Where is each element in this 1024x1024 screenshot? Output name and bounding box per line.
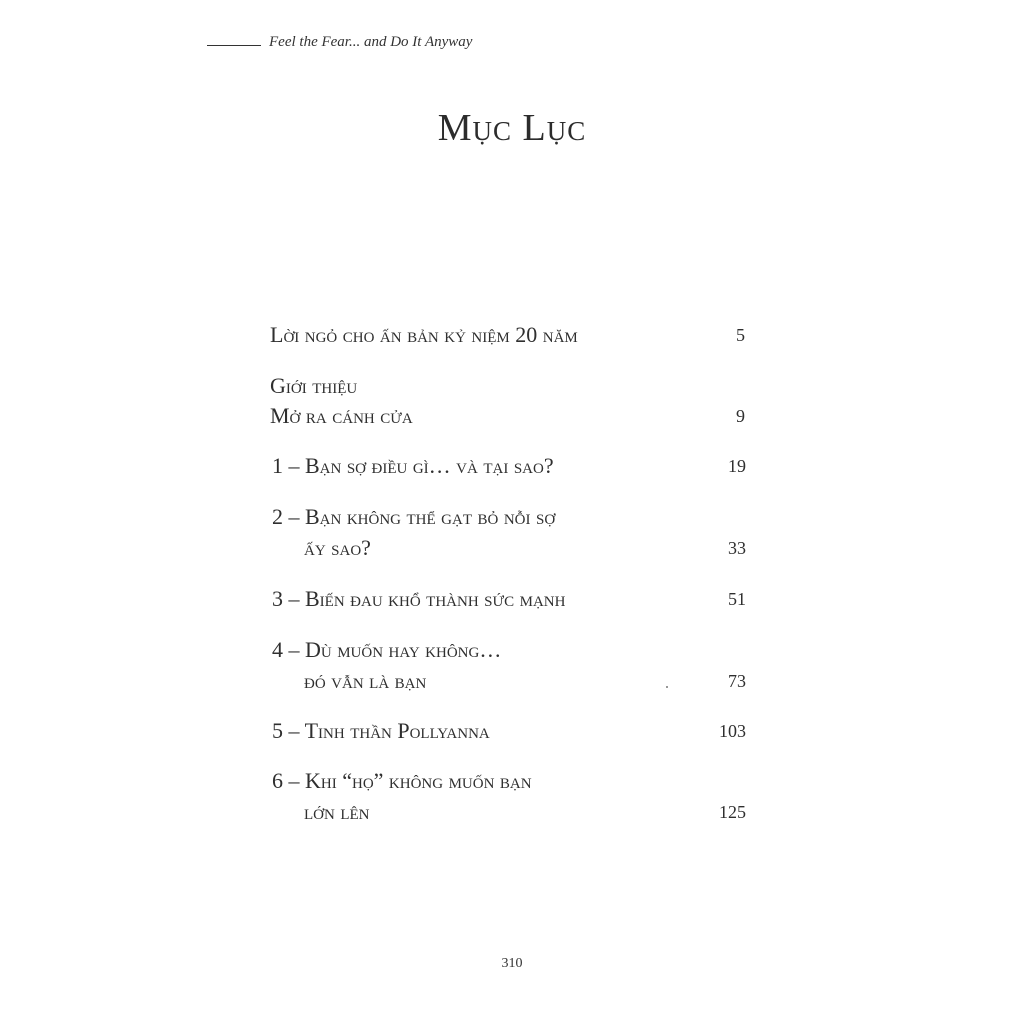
toc-entry-page: 5 <box>736 325 745 345</box>
header-rule <box>207 45 261 46</box>
toc-entry-title: 5 – Tinh thần Pollyanna <box>272 718 490 743</box>
toc-entry-page: 125 <box>719 802 746 822</box>
page-number: 310 <box>501 956 523 971</box>
print-speck <box>666 686 668 688</box>
toc-entry-page: 9 <box>736 406 745 426</box>
toc-entry-page: 103 <box>719 721 746 741</box>
toc-entry-title-cont: đó vẫn là bạn <box>304 668 427 693</box>
toc-entry-page: 19 <box>728 456 746 476</box>
toc-entry-title: 1 – Bạn sợ điều gì… và tại sao? <box>272 453 554 478</box>
toc-entry-page: 51 <box>728 589 746 609</box>
running-title: Feel the Fear... and Do It Anyway <box>269 34 473 50</box>
page-title: Mục Lục <box>437 107 587 149</box>
toc-entry-title: Lời ngỏ cho ấn bản kỷ niệm 20 năm <box>270 322 578 347</box>
toc-entry-title: Mở ra cánh cửa <box>270 403 413 428</box>
toc-entry-title-cont: lớn lên <box>304 799 370 824</box>
toc-entry-title-cont: ấy sao? <box>304 535 371 560</box>
running-header <box>207 34 472 51</box>
toc-section-label: Giới thiệu <box>270 373 358 398</box>
toc-entry-title: 2 – Bạn không thể gạt bỏ nỗi sợ <box>272 504 556 529</box>
toc-entry-title: 6 – Khi “họ” không muốn bạn <box>272 768 532 793</box>
toc-entry-page: 73 <box>728 671 746 691</box>
toc-entry-page: 33 <box>728 538 746 558</box>
toc-entry-title: 3 – Biến đau khổ thành sức mạnh <box>272 586 566 611</box>
toc-entry-title: 4 – Dù muốn hay không… <box>272 637 502 662</box>
